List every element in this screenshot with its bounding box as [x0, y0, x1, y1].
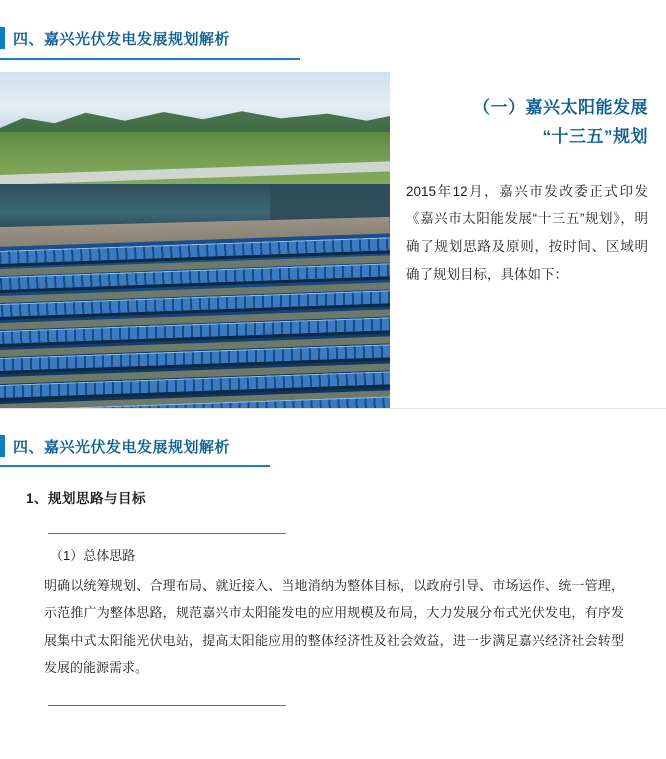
slide-2-paragraph: 明确以统筹规划、合理布局、就近接入、当地消纳为整体目标，以政府引导、市场运作、统一管理，示范推广为整体思路，规范嘉兴市太阳能发电的应用规模及布局，大力发展分布式光伏发电，有序发展集中式太阳能光伏电站，提高太阳能应用的整体经济性及社会效益，进一步满足嘉兴经济社会转型发展的能源需求。: [44, 578, 624, 675]
slide-2-header: [0, 431, 300, 461]
header-accent-bar: [0, 435, 5, 457]
header-accent-bar: [0, 27, 5, 49]
slide-2-item-title: （1）总体思路: [50, 548, 136, 563]
slide-2-header-title: 四、嘉兴光伏发电发展规划解析: [13, 438, 231, 456]
slide-2-content: [44, 545, 624, 681]
slide-2-header-underline: [0, 465, 270, 467]
slide-1-text-column: [392, 72, 666, 408]
slide-1-header: [0, 20, 290, 56]
photo-solar-panel-array: [0, 232, 390, 408]
slide-1-header-title: 四、嘉兴光伏发电发展规划解析: [13, 30, 231, 48]
slide-2: [0, 408, 666, 759]
slide-2-top-rule: [48, 533, 286, 534]
slide-1-title-line-1: （一）嘉兴太阳能发展: [473, 98, 648, 117]
slide-1-title-line-2: “十三五”规划: [542, 126, 648, 146]
slide-1-body-text: 2015年12月，嘉兴市发改委正式印发《嘉兴市太阳能发展“十三五”规划》，明确了规划思路及原则，按时间、区域明确了规划目标，具体如下：: [406, 183, 648, 282]
solar-farm-photo: [0, 72, 390, 408]
slide-1-header-underline: [0, 58, 300, 60]
slide-2-section-number: 1、规划思路与目标: [26, 491, 147, 506]
slide-2-bottom-rule: [48, 705, 286, 706]
